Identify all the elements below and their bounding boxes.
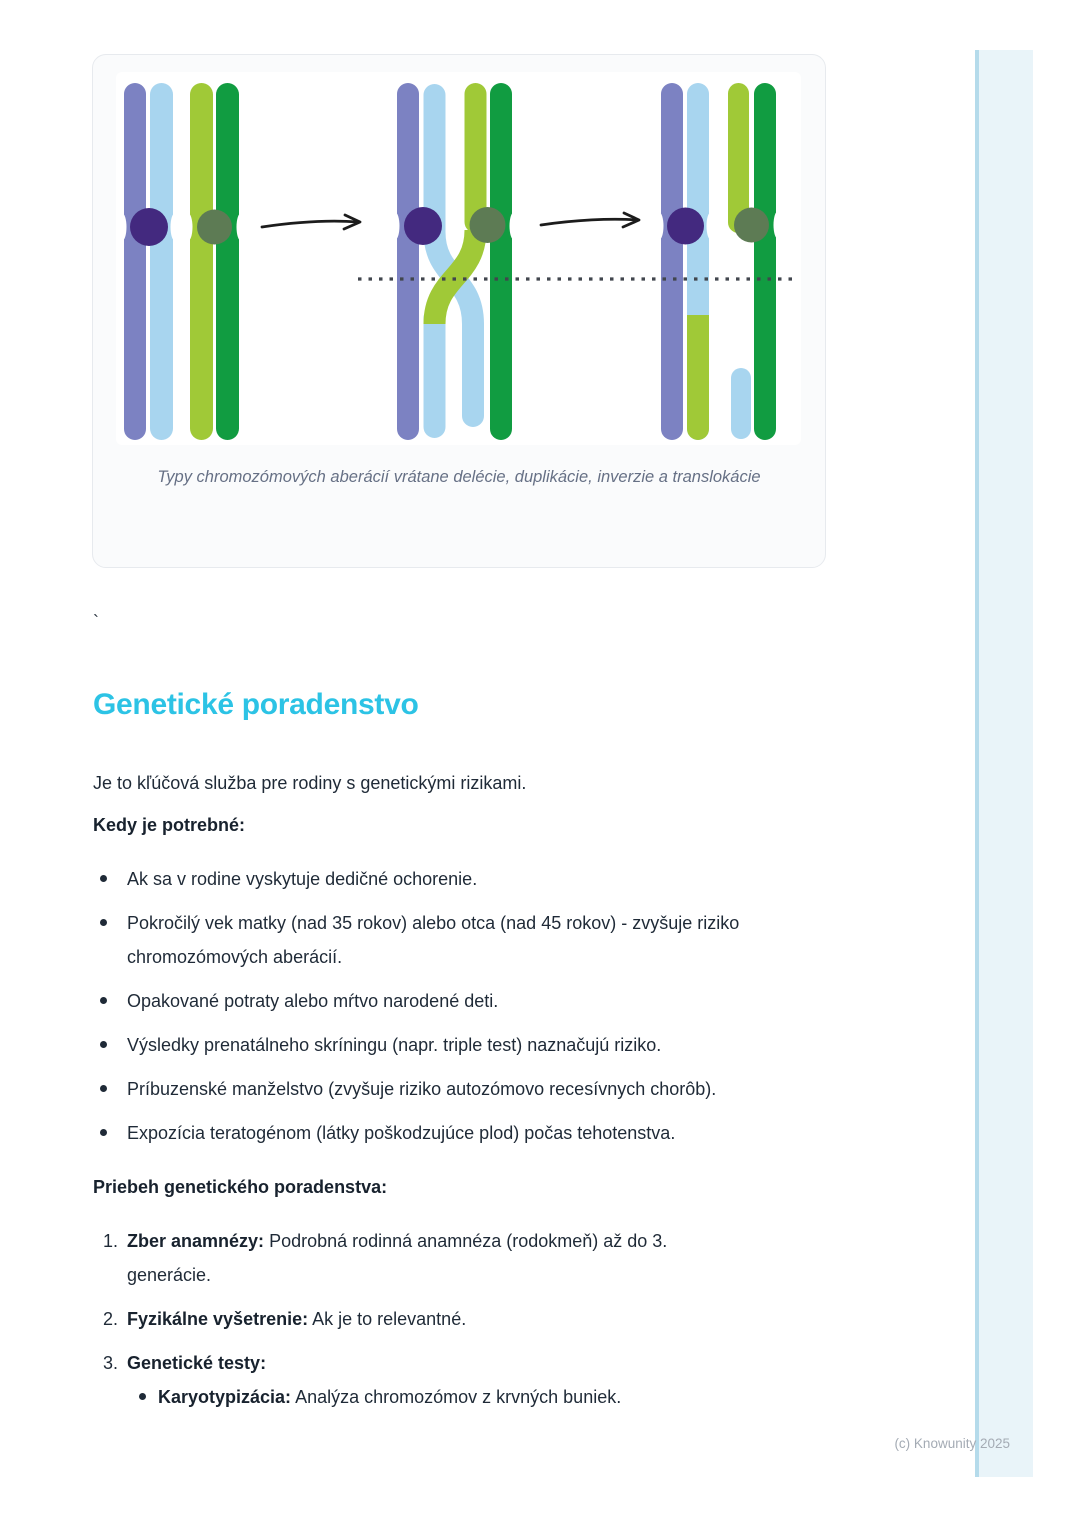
list-item xyxy=(93,984,815,1018)
list-item-text: Expozícia teratogénom (látky poškodzujúce plod) počas tehotenstva. xyxy=(127,1123,676,1143)
list-item-text: Ak sa v rodine vyskytuje dedičné ochorenie. xyxy=(127,869,478,889)
centromere-icon xyxy=(197,210,232,245)
list-item xyxy=(127,1380,725,1414)
list-item xyxy=(93,906,815,974)
figure-caption: Typy chromozómových aberácií vrátane delécie, duplikácie, inverzie a translokácie xyxy=(157,468,761,486)
step-label: Zber anamnézy: xyxy=(127,1231,265,1251)
step-number: 2. xyxy=(103,1309,119,1329)
list-item-text: Opakované potraty alebo mŕtvo narodené deti. xyxy=(127,991,499,1011)
chromosome-group-before xyxy=(118,83,246,440)
list-item-text: Výsledky prenatálneho skríningu (napr. triple test) naznačujú riziko. xyxy=(127,1035,662,1055)
step-label: Fyzikálne vyšetrenie: xyxy=(127,1309,309,1329)
bullet-marker-icon xyxy=(100,1041,107,1048)
list-item xyxy=(93,1116,815,1150)
bullet-marker-icon xyxy=(100,875,107,882)
sub-step-label: Karyotypizácia: xyxy=(158,1387,292,1407)
centromere-icon xyxy=(470,207,506,243)
list-item-text: Pokročilý vek matky (nad 35 rokov) alebo otca (nad 45 rokov) - zvyšuje riziko chromozómových aberácií. xyxy=(127,913,740,967)
process-steps-list xyxy=(93,1224,815,1424)
risk-factors-list xyxy=(93,862,815,1160)
bullet-marker-icon xyxy=(100,1085,107,1092)
sub-step-text: Analýza chromozómov z krvných buniek. xyxy=(295,1387,622,1407)
chromosome-figure xyxy=(116,72,801,445)
list-item xyxy=(93,862,815,896)
arrow-right-icon xyxy=(262,215,360,229)
list-item xyxy=(93,1072,815,1106)
step-number: 3. xyxy=(103,1353,119,1373)
stray-character: ` xyxy=(93,612,99,632)
figure-caption-wrap xyxy=(93,463,825,491)
step-text: Podrobná rodinná anamnéza (rodokmeň) až do 3. generácie. xyxy=(127,1231,668,1285)
list-item-text: Príbuzenské manželstvo (zvyšuje riziko autozómovo recesívnych chorôb). xyxy=(127,1079,717,1099)
arrow-right-icon xyxy=(541,213,639,227)
bullet-marker-icon xyxy=(100,997,107,1004)
bullet-marker-icon xyxy=(100,1129,107,1136)
list-item xyxy=(93,1224,815,1292)
side-stripe xyxy=(975,50,1033,1477)
figure-card xyxy=(92,54,826,568)
intro-paragraph: Je to kľúčová služba pre rodiny s genetickými rizikami. xyxy=(93,773,527,793)
subheading-when-needed: Kedy je potrebné: xyxy=(93,815,246,835)
list-item xyxy=(93,1028,815,1062)
centromere-icon xyxy=(404,207,442,245)
bullet-marker-icon xyxy=(139,1393,146,1400)
centromere-icon xyxy=(130,208,168,246)
page-title: Genetické poradenstvo xyxy=(93,688,419,721)
step-text: Ak je to relevantné. xyxy=(312,1309,467,1329)
step-label: Genetické testy: xyxy=(127,1353,267,1373)
bullet-marker-icon xyxy=(100,919,107,926)
copyright-footer: (c) Knowunity 2025 xyxy=(894,1436,1010,1451)
genetic-tests-sublist xyxy=(127,1380,725,1414)
subheading-process: Priebeh genetického poradenstva: xyxy=(93,1177,388,1197)
step-number: 1. xyxy=(103,1231,119,1251)
chromosome-group-after xyxy=(655,83,783,440)
chromosome-group-during xyxy=(391,83,519,440)
list-item xyxy=(93,1346,815,1414)
centromere-icon xyxy=(734,208,769,243)
list-item xyxy=(93,1302,815,1336)
chromosome-diagram xyxy=(116,72,801,445)
centromere-icon xyxy=(667,208,704,245)
